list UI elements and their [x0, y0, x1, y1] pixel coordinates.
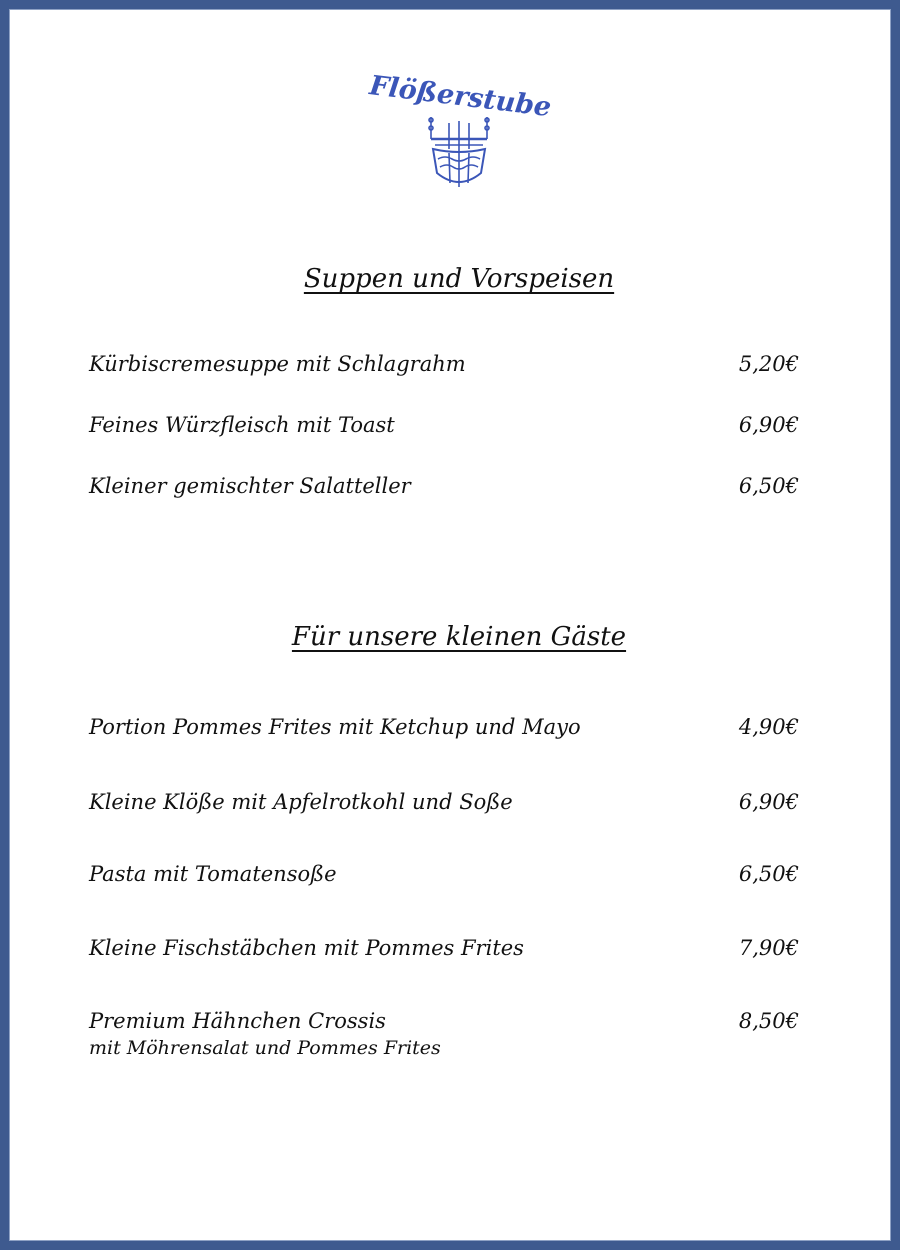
menu-item-name: Kürbiscremesuppe mit Schlagrahm [89, 352, 466, 376]
menu-item-name: Kleiner gemischter Salatteller [89, 474, 411, 498]
menu-item [89, 862, 799, 886]
menu-item-price: 6,90€ [738, 790, 799, 814]
logo-wordmark: Flößerstube [367, 70, 553, 124]
menu-item-name: Pasta mit Tomatensoße [89, 862, 337, 886]
menu-item-price: 8,50€ [738, 1009, 799, 1033]
menu-item-name: Feines Würzfleisch mit Toast [89, 413, 395, 437]
menu-item [89, 715, 799, 739]
menu-item-name: Portion Pommes Frites mit Ketchup und Mayo [89, 715, 581, 739]
menu-item [89, 352, 799, 376]
raft-anchor-emblem-icon [421, 115, 497, 193]
menu-item [89, 474, 799, 498]
menu-item [89, 413, 799, 437]
menu-item-price: 7,90€ [738, 936, 799, 960]
menu-item [89, 936, 799, 960]
section-title-suppen: Suppen und Vorspeisen [303, 264, 615, 294]
menu-item-price: 6,90€ [738, 413, 799, 437]
menu-item-name: Premium Hähnchen Crossis [89, 1009, 386, 1033]
menu-item-name: Kleine Fischstäbchen mit Pommes Frites [89, 936, 524, 960]
menu-item-price: 5,20€ [738, 352, 799, 376]
menu-item-name: Kleine Klöße mit Apfelrotkohl und Soße [89, 790, 513, 814]
restaurant-logo [367, 70, 553, 193]
menu-item-price: 6,50€ [738, 474, 799, 498]
menu-item-price: 6,50€ [738, 862, 799, 886]
menu-item [89, 790, 799, 814]
menu-item-price: 4,90€ [738, 715, 799, 739]
menu-item-subtitle: mit Möhrensalat und Pommes Frites [89, 1037, 441, 1059]
menu-item [89, 1009, 799, 1059]
section-title-kleine-gaeste: Für unsere kleinen Gäste [291, 622, 627, 652]
